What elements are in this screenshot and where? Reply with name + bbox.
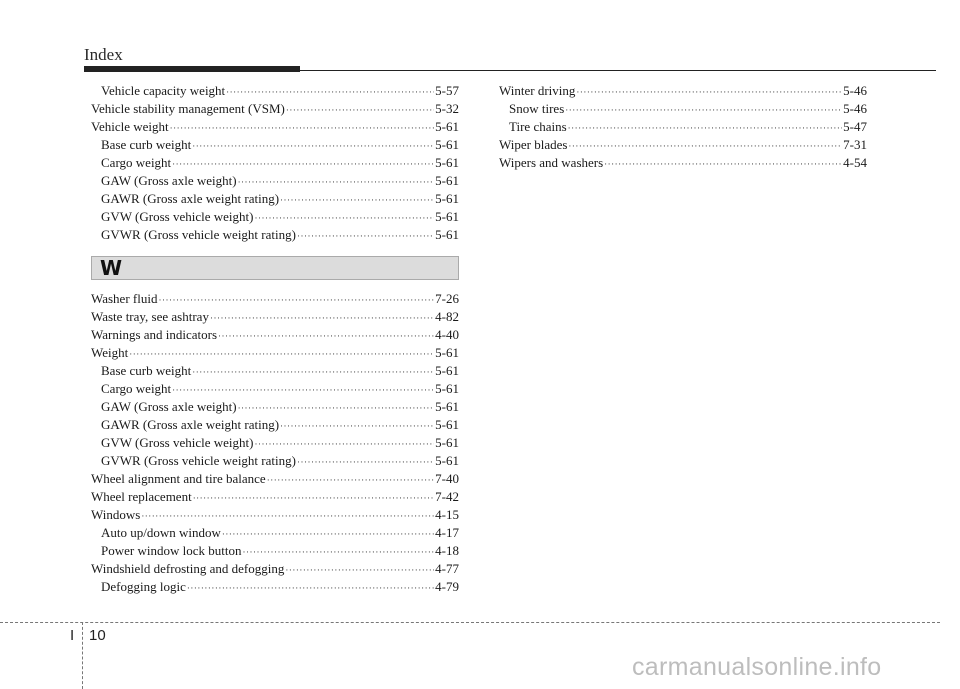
index-subentry (91, 208, 459, 226)
index-entry (91, 560, 459, 578)
entry-page-ref: 4-18 (435, 543, 459, 558)
footer-dashed-vline (82, 622, 83, 689)
entry-page-ref: 5-61 (435, 399, 459, 414)
dot-leader (565, 101, 842, 119)
entry-label: GAWR (Gross axle weight rating) (101, 191, 280, 206)
entry-label: GAW (Gross axle weight) (101, 399, 237, 414)
entry-page-ref: 5-61 (435, 119, 459, 134)
index-entry (499, 154, 867, 172)
entry-label: Auto up/down window (101, 525, 221, 540)
header-rule-thin (300, 70, 936, 71)
entry-label: Winter driving (499, 83, 576, 98)
index-entry (91, 344, 459, 362)
index-entry (499, 136, 867, 154)
entry-page-ref: 4-77 (435, 561, 459, 576)
entry-label: Tire chains (509, 119, 567, 134)
dot-leader (218, 327, 434, 345)
index-subentry (499, 100, 867, 118)
dot-leader (242, 543, 434, 561)
dot-leader (286, 101, 434, 119)
entry-page-ref: 5-61 (435, 155, 459, 170)
dot-leader (280, 191, 434, 209)
index-column-left-bottom (91, 290, 459, 596)
entry-page-ref: 5-57 (435, 83, 459, 98)
dot-leader (141, 507, 434, 525)
entry-page-ref: 4-82 (435, 309, 459, 324)
dot-leader (187, 579, 434, 597)
dot-leader (158, 291, 434, 309)
entry-page-ref: 5-46 (843, 101, 867, 116)
index-subentry (91, 380, 459, 398)
section-letter: W (100, 256, 123, 280)
dot-leader (172, 381, 434, 399)
index-subentry (91, 362, 459, 380)
entry-label: Base curb weight (101, 137, 192, 152)
index-column-right (499, 82, 867, 172)
entry-page-ref: 7-31 (843, 137, 867, 152)
entry-page-ref: 7-40 (435, 471, 459, 486)
dot-leader (254, 209, 434, 227)
entry-label: GAWR (Gross axle weight rating) (101, 417, 280, 432)
entry-label: GVWR (Gross vehicle weight rating) (101, 453, 296, 468)
index-subentry (91, 416, 459, 434)
index-entry (91, 506, 459, 524)
dot-leader (604, 155, 842, 173)
entry-page-ref: 5-61 (435, 381, 459, 396)
entry-page-ref: 5-61 (435, 191, 459, 206)
dot-leader (210, 309, 434, 327)
entry-label: Warnings and indicators (91, 327, 218, 342)
entry-page-ref: 5-46 (843, 83, 867, 98)
index-subentry (91, 82, 459, 100)
index-subentry (91, 136, 459, 154)
entry-page-ref: 7-42 (435, 489, 459, 504)
index-entry (91, 470, 459, 488)
dot-leader (576, 83, 842, 101)
index-column-left-top (91, 82, 459, 244)
entry-page-ref: 4-17 (435, 525, 459, 540)
entry-label: Base curb weight (101, 363, 192, 378)
dot-leader (254, 435, 434, 453)
index-subentry (91, 434, 459, 452)
entry-page-ref: 4-15 (435, 507, 459, 522)
index-subentry (91, 190, 459, 208)
dot-leader (222, 525, 434, 543)
dot-leader (568, 119, 843, 137)
entry-page-ref: 5-61 (435, 137, 459, 152)
entry-page-ref: 5-61 (435, 435, 459, 450)
entry-page-ref: 5-61 (435, 417, 459, 432)
entry-page-ref: 5-47 (843, 119, 867, 134)
index-subentry (91, 172, 459, 190)
entry-page-ref: 5-61 (435, 227, 459, 242)
dot-leader (285, 561, 434, 579)
entry-label: Vehicle weight (91, 119, 169, 134)
dot-leader (238, 399, 435, 417)
section-header-w (91, 256, 459, 280)
index-subentry (91, 542, 459, 560)
entry-page-ref: 5-61 (435, 173, 459, 188)
footer-page-number: 10 (89, 627, 106, 644)
dot-leader (280, 417, 434, 435)
index-entry (91, 290, 459, 308)
entry-label: Cargo weight (101, 155, 172, 170)
index-entry (499, 82, 867, 100)
entry-label: Wheel replacement (91, 489, 192, 504)
footer-dashed-rule (0, 622, 940, 623)
dot-leader (226, 83, 434, 101)
entry-label: Defogging logic (101, 579, 186, 594)
entry-label: Power window lock button (101, 543, 242, 558)
entry-label: Vehicle stability management (VSM) (91, 101, 285, 116)
header-rule-thick (84, 66, 300, 72)
dot-leader (192, 137, 434, 155)
dot-leader (238, 173, 435, 191)
entry-page-ref: 4-79 (435, 579, 459, 594)
index-subentry (91, 154, 459, 172)
dot-leader (192, 363, 434, 381)
entry-page-ref: 5-32 (435, 101, 459, 116)
index-subentry (91, 452, 459, 470)
dot-leader (193, 489, 434, 507)
index-subentry (91, 578, 459, 596)
watermark: carmanualsonline.info (632, 653, 882, 681)
dot-leader (267, 471, 434, 489)
index-subentry (499, 118, 867, 136)
index-subentry (91, 226, 459, 244)
index-entry (91, 308, 459, 326)
dot-leader (297, 227, 434, 245)
entry-page-ref: 4-40 (435, 327, 459, 342)
index-entry (91, 118, 459, 136)
entry-label: GVW (Gross vehicle weight) (101, 209, 254, 224)
entry-label: Weight (91, 345, 129, 360)
entry-page-ref: 7-26 (435, 291, 459, 306)
dot-leader (568, 137, 842, 155)
entry-label: GVW (Gross vehicle weight) (101, 435, 254, 450)
entry-label: Snow tires (509, 101, 565, 116)
index-subentry (91, 524, 459, 542)
entry-page-ref: 5-61 (435, 363, 459, 378)
entry-label: GAW (Gross axle weight) (101, 173, 237, 188)
entry-page-ref: 4-54 (843, 155, 867, 170)
entry-label: Wiper blades (499, 137, 568, 152)
index-entry (91, 100, 459, 118)
dot-leader (297, 453, 434, 471)
entry-label: Windows (91, 507, 141, 522)
entry-label: GVWR (Gross vehicle weight rating) (101, 227, 296, 242)
index-entry (91, 488, 459, 506)
entry-label: Cargo weight (101, 381, 172, 396)
footer-section-label: I (70, 627, 75, 644)
entry-page-ref: 5-61 (435, 345, 459, 360)
index-subentry (91, 398, 459, 416)
index-entry (91, 326, 459, 344)
entry-label: Vehicle capacity weight (101, 83, 226, 98)
dot-leader (172, 155, 434, 173)
dot-leader (129, 345, 434, 363)
entry-page-ref: 5-61 (435, 453, 459, 468)
entry-label: Washer fluid (91, 291, 158, 306)
page-header-title: Index (84, 45, 123, 64)
entry-label: Wheel alignment and tire balance (91, 471, 266, 486)
entry-page-ref: 5-61 (435, 209, 459, 224)
entry-label: Windshield defrosting and defogging (91, 561, 285, 576)
entry-label: Wipers and washers (499, 155, 604, 170)
entry-label: Waste tray, see ashtray (91, 309, 209, 324)
dot-leader (170, 119, 435, 137)
